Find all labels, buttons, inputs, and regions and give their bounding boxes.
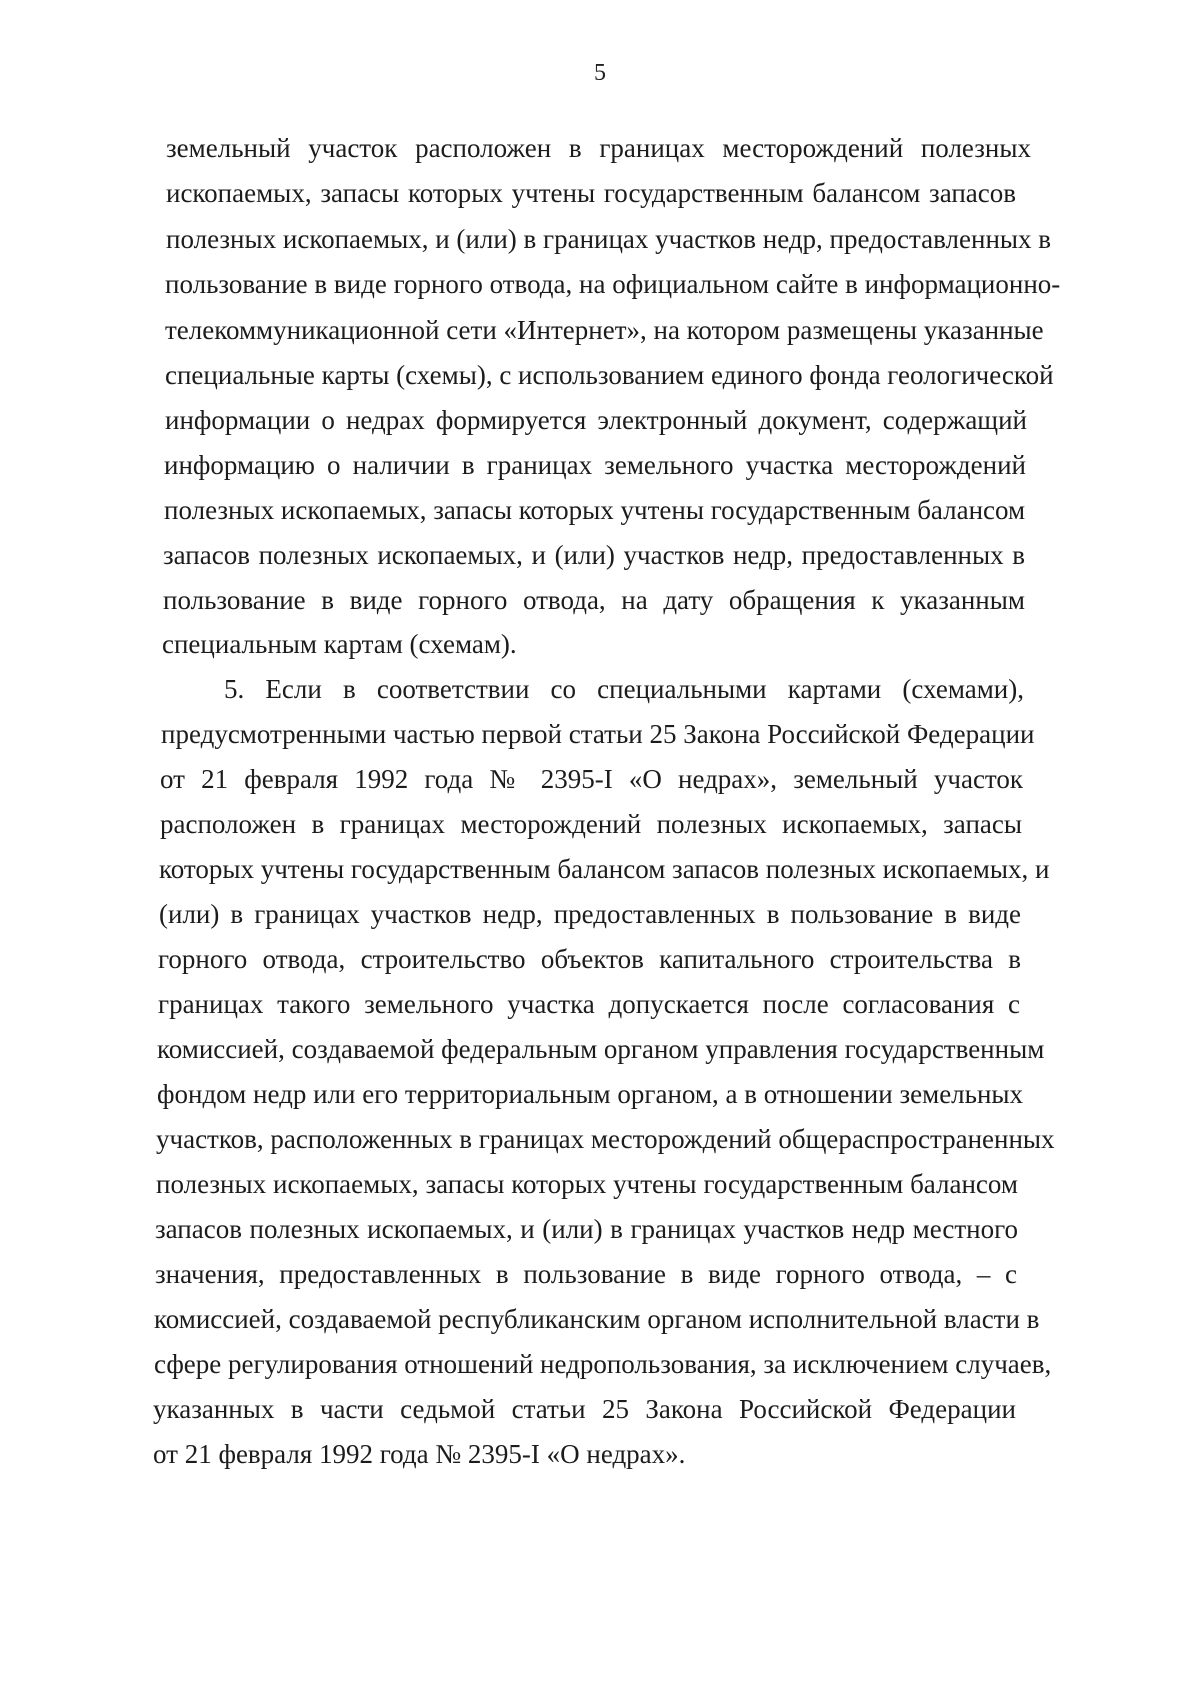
paragraph1-line-8: информацию о наличии в границах земельного участка месторождений <box>164 450 1026 480</box>
paragraph2-line-8: границах такого земельного участка допускается после согласования с <box>158 989 1020 1019</box>
paragraph2-line-12: полезных ископаемых, запасы которых учтены государственным балансом <box>156 1169 1018 1199</box>
paragraph2-line-6: (или) в границах участков недр, предоставленных в пользование в виде <box>159 899 1021 929</box>
paragraph2-line-11: участков, расположенных в границах месторождений общераспространенных <box>156 1124 1055 1154</box>
paragraph1-line-5: телекоммуникационной сети «Интернет», на котором размещены указанные <box>165 315 1044 345</box>
paragraph2-line-10: фондом недр или его территориальным органом, а в отношении земельных <box>157 1079 1024 1109</box>
paragraph2-line-9: комиссией, создаваемой федеральным органом управления государственным <box>157 1034 1045 1064</box>
paragraph1-line-2: ископаемых, запасы которых учтены государственным балансом запасов <box>166 178 1016 208</box>
paragraph1-line-11: пользование в виде горного отвода, на дату обращения к указанным <box>163 585 1025 615</box>
paragraph2-line-1: 5. Если в соответствии со специальными картами (схемами), <box>224 674 1024 704</box>
paragraph1-line-12: специальным картам (схемам). <box>162 629 517 659</box>
paragraph2-line-7: горного отвода, строительство объектов капитального строительства в <box>158 944 1021 974</box>
paragraph2-line-5: которых учтены государственным балансом запасов полезных ископаемых, и <box>159 854 1050 884</box>
paragraph1-line-9: полезных ископаемых, запасы которых учтены государственным балансом <box>164 495 1026 525</box>
paragraph1-line-6: специальные карты (схемы), с использованием единого фонда геологической <box>165 360 1054 390</box>
paragraph1-line-1: земельный участок расположен в границах месторождений полезных <box>166 133 1031 163</box>
page-number: 5 <box>594 60 606 86</box>
paragraph1-line-10: запасов полезных ископаемых, и (или) участков недр, предоставленных в <box>163 540 1025 570</box>
paragraph2-line-4: расположен в границах месторождений полезных ископаемых, запасы <box>160 809 1022 839</box>
paragraph2-line-18: от 21 февраля 1992 года № 2395-I «О недрах». <box>153 1439 686 1469</box>
paragraph2-line-17: указанных в части седьмой статьи 25 Закона Российской Федерации <box>153 1394 1016 1424</box>
paragraph2-line-13: запасов полезных ископаемых, и (или) в границах участков недр местного <box>155 1214 1018 1244</box>
paragraph2-line-2: предусмотренными частью первой статьи 25 Закона Российской Федерации <box>161 719 1035 749</box>
paragraph2-line-15: комиссией, создаваемой республиканским органом исполнительной власти в <box>154 1304 1040 1334</box>
paragraph2-line-14: значения, предоставленных в пользование в виде горного отвода, – с <box>155 1259 1017 1289</box>
paragraph1-line-4: пользование в виде горного отвода, на официальном сайте в информационно- <box>165 269 1061 299</box>
paragraph2-line-3: от 21 февраля 1992 года № 2395-I «О недрах», земельный участок <box>160 764 1023 794</box>
paragraph2-line-16: сфере регулирования отношений недропользования, за исключением случаев, <box>154 1349 1052 1379</box>
paragraph1-line-7: информации о недрах формируется электронный документ, содержащий <box>165 405 1027 435</box>
paragraph1-line-3: полезных ископаемых, и (или) в границах участков недр, предоставленных в <box>166 224 1052 254</box>
